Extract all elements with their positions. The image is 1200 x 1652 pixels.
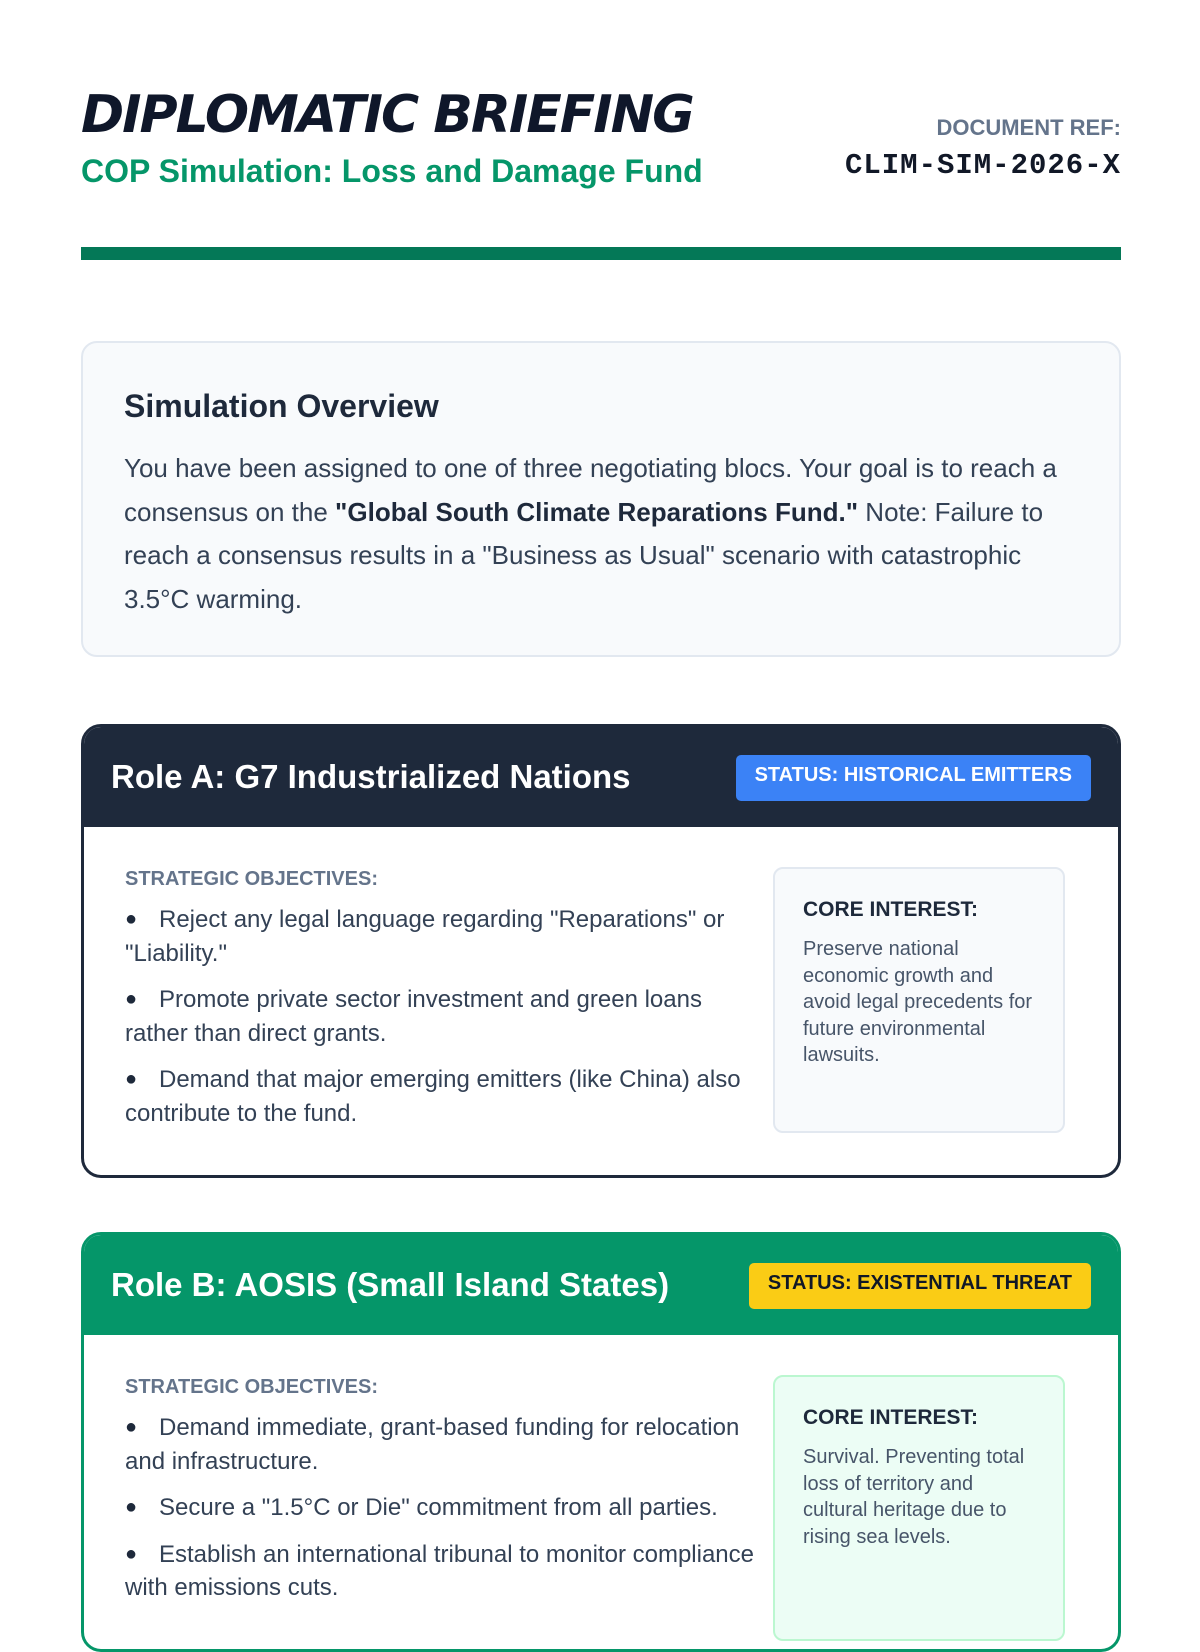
bullet-icon: ● (125, 988, 138, 1010)
objectives-list (125, 903, 755, 1130)
objectives-label: STRATEGIC OBJECTIVES: (125, 868, 378, 890)
status-badge: STATUS: HISTORICAL EMITTERS (736, 755, 1091, 801)
core-interest-text: Survival. Preventing total loss of territory and cultural heritage due to rising sea levels. (803, 1446, 1025, 1548)
role-card-header (84, 727, 1118, 827)
core-interest-label: CORE INTEREST: (803, 1406, 979, 1429)
document-header (81, 84, 1121, 189)
role-title: Role A: G7 Industrialized Nations (111, 758, 631, 795)
role-card-header (84, 1235, 1118, 1335)
document-ref-label: DOCUMENT REF: (936, 115, 1121, 140)
role-title: Role B: AOSIS (Small Island States) (111, 1266, 670, 1303)
bullet-icon: ● (125, 1068, 138, 1090)
overview-heading: Simulation Overview (124, 388, 439, 424)
objective-item (125, 983, 755, 1050)
header-divider (81, 247, 1121, 260)
overview-fund-name: "Global South Climate Reparations Fund." (335, 496, 859, 527)
strategic-objectives (125, 867, 755, 1143)
objective-text: Establish an international tribunal to monitor compliance with emissions cuts. (125, 1540, 754, 1601)
role-card-aosis (81, 1232, 1121, 1652)
objective-text: Secure a "1.5°C or Die" commitment from all parties. (159, 1494, 718, 1521)
objective-item (125, 1491, 755, 1525)
document-ref-value: CLIM-SIM-2026-X (844, 149, 1121, 182)
core-interest-text: Preserve national economic growth and avoid legal precedents for future environmental lawsuits. (803, 938, 1033, 1066)
core-interest-label: CORE INTEREST: (803, 898, 979, 921)
document-subtitle: COP Simulation: Loss and Damage Fund (81, 153, 703, 189)
document-reference (845, 114, 1121, 182)
strategic-objectives (125, 1375, 755, 1618)
objective-item (125, 903, 755, 970)
objective-text: Demand that major emerging emitters (like China) also contribute to the fund. (125, 1066, 741, 1127)
objectives-list (125, 1411, 755, 1605)
bullet-icon: ● (125, 1496, 138, 1518)
bullet-icon: ● (125, 908, 138, 930)
core-interest-box (773, 1375, 1065, 1641)
objective-item (125, 1063, 755, 1130)
overview-text (124, 447, 1079, 621)
overview-text-end: Note: Failure to reach a consensus results in a "Business as Usual" scenario with catastrophic 3.5°C warming. (124, 496, 1044, 614)
bullet-icon: ● (125, 1416, 138, 1438)
document-title: DIPLOMATIC BRIEFING (81, 85, 693, 145)
status-badge: STATUS: EXISTENTIAL THREAT (749, 1263, 1091, 1309)
objective-item (125, 1538, 755, 1605)
simulation-overview-card (81, 341, 1121, 657)
overview-text-start: You have been assigned to one of three negotiating blocs. Your goal is to reach a consensus on the (124, 453, 1057, 527)
objective-text: Reject any legal language regarding "Reparations" or "Liability." (125, 906, 725, 967)
objective-text: Promote private sector investment and green loans rather than direct grants. (125, 986, 702, 1047)
bullet-icon: ● (125, 1542, 138, 1565)
objective-text: Demand immediate, grant-based funding for relocation and infrastructure. (125, 1414, 740, 1475)
core-interest-box (773, 867, 1065, 1133)
role-card-g7 (81, 724, 1121, 1178)
objectives-label: STRATEGIC OBJECTIVES: (125, 1376, 378, 1398)
objective-item (125, 1411, 755, 1478)
